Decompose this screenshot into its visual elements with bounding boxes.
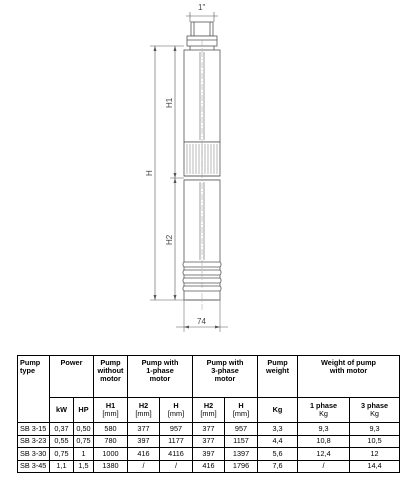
h2-3phase-subheader: H2 [mm] [193, 398, 225, 423]
h2-1phase-cell: 397 [128, 435, 160, 448]
kw-cell: 0,37 [50, 423, 74, 436]
power-header: Power [50, 356, 94, 398]
weight-1phase-cell: / [298, 460, 350, 473]
h2-3phase-cell: 416 [193, 460, 225, 473]
h2-3phase-cell: 397 [193, 448, 225, 461]
pump-type-cell: SB 3-30 [18, 448, 50, 461]
phase3-subheader: 3 phase Kg [350, 398, 400, 423]
h2-1phase-cell: / [128, 460, 160, 473]
pump-weight-cell: 4,4 [258, 435, 298, 448]
h-3phase-cell: 957 [225, 423, 258, 436]
h1-cell: 1380 [94, 460, 128, 473]
h-3phase-subheader: H [mm] [225, 398, 258, 423]
weight-3phase-cell: 14,4 [350, 460, 400, 473]
kw-cell: 0,75 [50, 448, 74, 461]
hp-subheader: HP [74, 398, 94, 423]
kg-subheader: Kg [258, 398, 298, 423]
table-row [18, 448, 400, 461]
h-1phase-cell: 1177 [160, 435, 193, 448]
h-label: H [145, 170, 154, 176]
kw-cell: 1,1 [50, 460, 74, 473]
h-3phase-cell: 1397 [225, 448, 258, 461]
h1-cell: 580 [94, 423, 128, 436]
pump-type-cell: SB 3-45 [18, 460, 50, 473]
pump-spec-table [17, 355, 400, 473]
pump-weight-header: Pump weight [258, 356, 298, 398]
table-header-row [18, 356, 400, 398]
h-3phase-cell: 1157 [225, 435, 258, 448]
h1-label: H1 [165, 97, 174, 108]
thread-size-label: 1" [198, 3, 206, 12]
pump-type-cell: SB 3-23 [18, 435, 50, 448]
h2-1phase-subheader: H2 [mm] [128, 398, 160, 423]
weight-with-motor-header: Weight of pump with motor [298, 356, 400, 398]
table-row [18, 423, 400, 436]
dimension-h1 [170, 46, 184, 178]
pump-3phase-header: Pump with 3-phase motor [193, 356, 258, 398]
phase1-subheader: 1 phase Kg [298, 398, 350, 423]
pump-without-motor-header: Pump without motor [94, 356, 128, 398]
hp-cell: 0,50 [74, 423, 94, 436]
h-1phase-cell: 957 [160, 423, 193, 436]
weight-3phase-cell: 12 [350, 448, 400, 461]
h1-subheader: H1 [mm] [94, 398, 128, 423]
pump-type-header: Pump type [18, 356, 50, 423]
h2-1phase-cell: 416 [128, 448, 160, 461]
table-subheader-row [18, 398, 400, 423]
h-3phase-cell: 1796 [225, 460, 258, 473]
kw-subheader: kW [50, 398, 74, 423]
h1-cell: 1000 [94, 448, 128, 461]
weight-3phase-cell: 9,3 [350, 423, 400, 436]
h-1phase-cell: / [160, 460, 193, 473]
h-1phase-subheader: H [mm] [160, 398, 193, 423]
h2-3phase-cell: 377 [193, 435, 225, 448]
h1-cell: 780 [94, 435, 128, 448]
pump-weight-cell: 5,6 [258, 448, 298, 461]
table-row [18, 460, 400, 473]
weight-1phase-cell: 12,4 [298, 448, 350, 461]
h-1phase-cell: 4116 [160, 448, 193, 461]
h2-3phase-cell: 377 [193, 423, 225, 436]
h2-1phase-cell: 377 [128, 423, 160, 436]
pump-weight-cell: 7,6 [258, 460, 298, 473]
hp-cell: 1,5 [74, 460, 94, 473]
pump-type-cell: SB 3-15 [18, 423, 50, 436]
hp-cell: 1 [74, 448, 94, 461]
pump-1phase-header: Pump with 1-phase motor [128, 356, 193, 398]
h2-label: H2 [165, 234, 174, 245]
width-label: 74 [197, 317, 206, 326]
kw-cell: 0,55 [50, 435, 74, 448]
weight-1phase-cell: 9,3 [298, 423, 350, 436]
table-row [18, 435, 400, 448]
weight-3phase-cell: 10,5 [350, 435, 400, 448]
weight-1phase-cell: 10,8 [298, 435, 350, 448]
pump-weight-cell: 3,3 [258, 423, 298, 436]
hp-cell: 0,75 [74, 435, 94, 448]
